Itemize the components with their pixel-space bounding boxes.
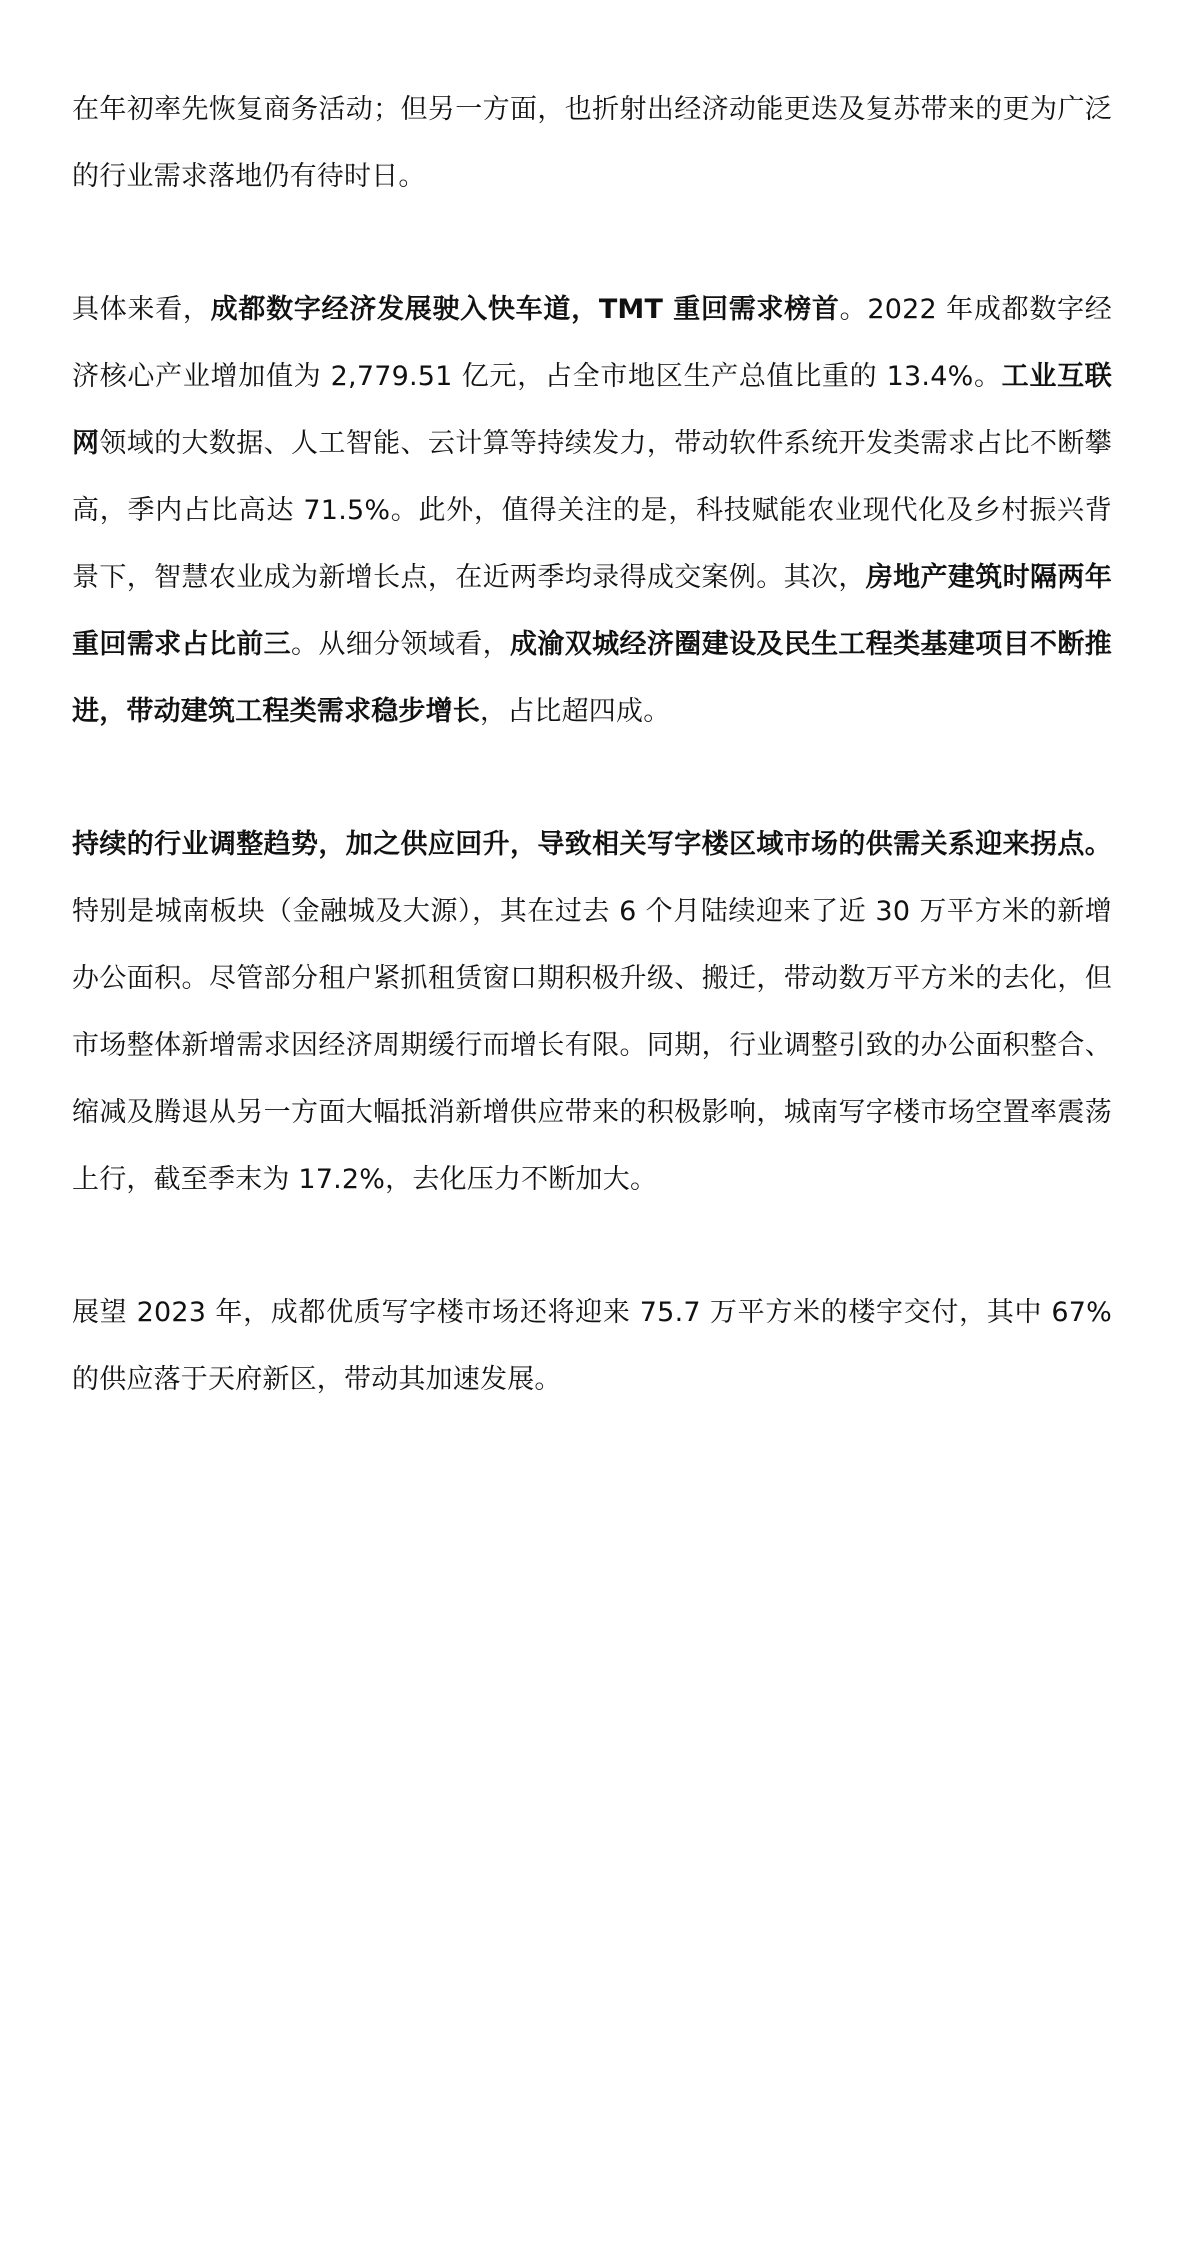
- text-segment: 具体来看，: [72, 294, 211, 325]
- bold-text-segment: 持续的行业调整趋势，加之供应回升，导致相关写字楼区域市场的供需关系迎来拐点。: [72, 829, 1112, 860]
- bold-text-segment: 成都数字经济发展驶入快车道，TMT 重回需求榜首: [210, 294, 840, 325]
- paragraph-3: [72, 811, 1112, 1213]
- text-segment: 领域的大数据、人工智能、云计算等持续发力，带动软件系统开发类需求占比不断攀高，季内占比高达 71.5%。此外，值得关注的是，科技赋能农业现代化及乡村振兴背景下，智慧农业成为新增长点，在近两季均录得成交案例。其次，: [72, 428, 1112, 593]
- paragraph-4: [72, 1279, 1112, 1413]
- document-body: [72, 76, 1112, 1479]
- paragraph-2: [72, 276, 1112, 745]
- text-segment: 。从细分领域看，: [290, 629, 510, 660]
- text-segment: 展望 2023 年，成都优质写字楼市场还将迎来 75.7 万平方米的楼宇交付，其中 67%的供应落于天府新区，带动其加速发展。: [72, 1297, 1112, 1395]
- text-segment: 特别是城南板块（金融城及大源），其在过去 6 个月陆续迎来了近 30 万平方米的新增办公面积。尽管部分租户紧抓租赁窗口期积极升级、搬迁，带动数万平方米的去化，但市场整体新增需求因经济周期缓行而增长有限。同期，行业调整引致的办公面积整合、缩减及腾退从另一方面大幅抵消新增供应带来的积极影响，城南写字楼市场空置率震荡上行，截至季末为 17.2%，去化压力不断加大。: [72, 896, 1112, 1195]
- text-segment: ，占比超四成。: [480, 696, 671, 727]
- text-segment: 。2022 年成都数字经济核心产业增加值为 2,779.51 亿元，占全市地区生产总值比重的 13.4%。: [72, 294, 1112, 392]
- bold-text-segment: 房地产建筑时隔两年重回需求占比前三: [72, 562, 1112, 660]
- text-segment: 在年初率先恢复商务活动；但另一方面，也折射出经济动能更迭及复苏带来的更为广泛的行业需求落地仍有待时日。: [72, 94, 1112, 192]
- paragraph-1: [72, 76, 1112, 210]
- bold-text-segment: 成渝双城经济圈建设及民生工程类基建项目不断推进，带动建筑工程类需求稳步增长: [72, 629, 1112, 727]
- bold-text-segment: 工业互联网: [72, 361, 1112, 459]
